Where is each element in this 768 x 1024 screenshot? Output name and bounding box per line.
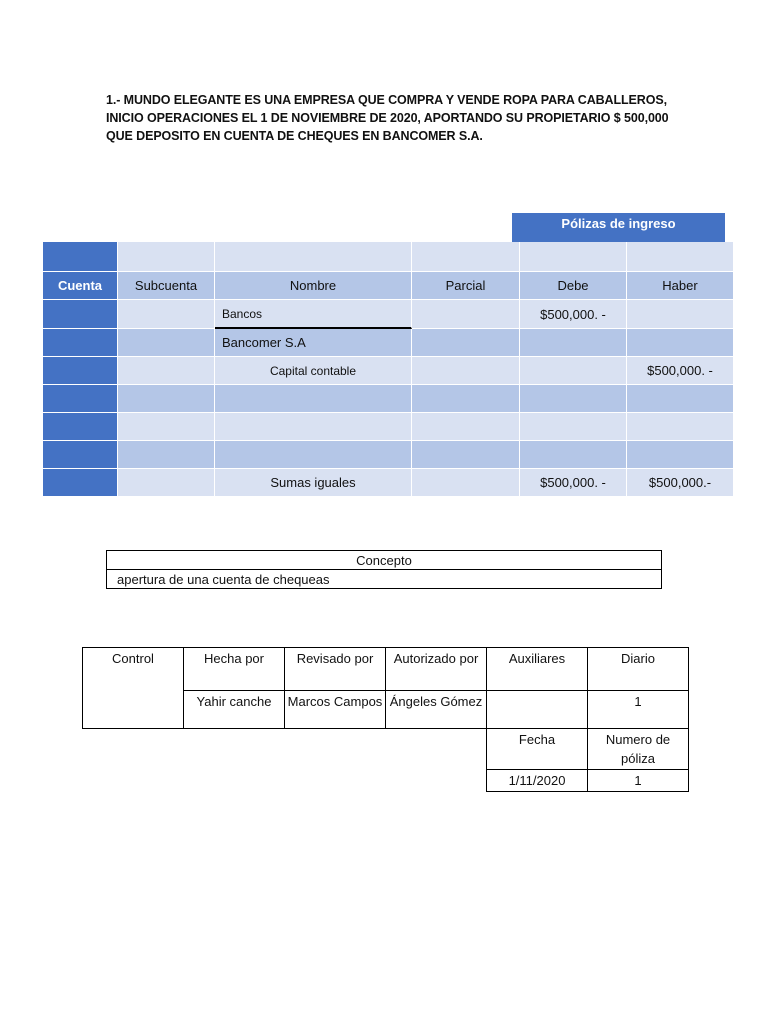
auxiliares-value <box>487 691 588 729</box>
totals-debe: $500,000. - <box>520 469 627 497</box>
totals-row <box>43 469 734 497</box>
ledger-table <box>43 242 734 497</box>
diario-value: 1 <box>588 691 689 729</box>
row-nombre: Bancomer S.A <box>215 329 412 357</box>
polizas-title: Pólizas de ingreso <box>512 213 725 242</box>
table-row <box>43 357 734 385</box>
concepto-label: Concepto <box>107 551 662 570</box>
header-haber: Haber <box>627 272 734 300</box>
problem-statement: 1.- MUNDO ELEGANTE ES UNA EMPRESA QUE COMPRA Y VENDE ROPA PARA CABALLEROS, INICIO OPERACIONES EL 1 DE NOVIEMBRE DE 2020, APORTANDO SU PROPIETARIO $ 500,000 QUE DEPOSITO EN CUENTA DE CHEQUES EN BANCOMER S.A. <box>106 93 669 143</box>
cuenta-cell <box>43 242 118 272</box>
hecha-value: Yahir canche <box>184 691 285 729</box>
totals-haber: $500,000.- <box>627 469 734 497</box>
auxiliares-label: Auxiliares <box>487 648 588 691</box>
control-table <box>82 647 689 792</box>
ledger-header-row <box>43 272 734 300</box>
numero-poliza-label: Numero de póliza <box>588 729 689 770</box>
row-nombre: Capital contable <box>215 357 412 385</box>
concepto-value: apertura de una cuenta de chequeas <box>107 570 662 589</box>
table-row <box>43 441 734 469</box>
header-nombre: Nombre <box>215 272 412 300</box>
table-row <box>43 329 734 357</box>
header-cuenta: Cuenta <box>43 272 118 300</box>
fecha-value: 1/11/2020 <box>487 770 588 792</box>
control-label: Control <box>83 648 184 729</box>
revisado-label: Revisado por <box>285 648 386 691</box>
header-debe: Debe <box>520 272 627 300</box>
revisado-value: Marcos Campos <box>285 691 386 729</box>
diario-label: Diario <box>588 648 689 691</box>
header-subcuenta: Subcuenta <box>118 272 215 300</box>
numero-poliza-value: 1 <box>588 770 689 792</box>
row-nombre: Bancos <box>215 300 412 329</box>
concepto-table <box>106 550 662 589</box>
header-parcial: Parcial <box>412 272 520 300</box>
autorizado-label: Autorizado por <box>386 648 487 691</box>
autorizado-value: Ángeles Gómez <box>386 691 487 729</box>
ledger-spacer-row <box>43 242 734 272</box>
hecha-label: Hecha por <box>184 648 285 691</box>
row-debe: $500,000. - <box>520 300 627 329</box>
table-row <box>43 300 734 329</box>
totals-label: Sumas iguales <box>215 469 412 497</box>
row-haber: $500,000. - <box>627 357 734 385</box>
table-row <box>43 385 734 413</box>
table-row <box>43 413 734 441</box>
fecha-label: Fecha <box>487 729 588 770</box>
